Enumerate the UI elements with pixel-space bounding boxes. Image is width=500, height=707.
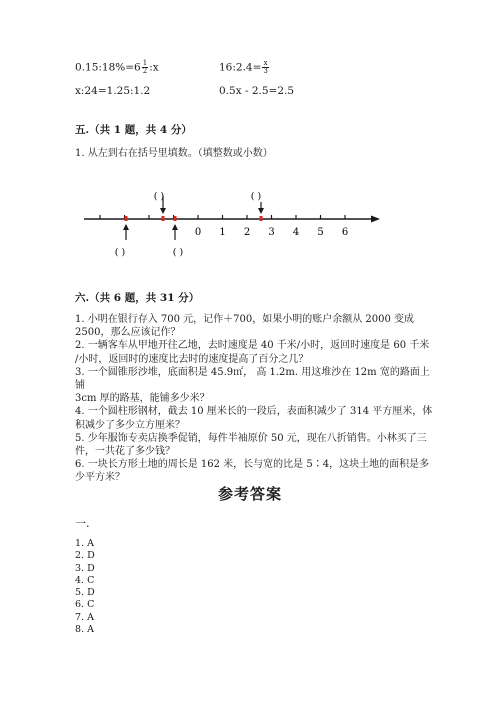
up-arrow-2-head xyxy=(172,224,178,230)
section-6-questions xyxy=(75,313,435,485)
question-line: 4. 一个圆柱形钢材，截去 10 厘米长的一段后，表面积减少了 314 平方厘米，体 xyxy=(75,406,433,418)
tick-label: 3 xyxy=(268,227,275,238)
number-line-figure xyxy=(80,180,390,260)
tick-labels xyxy=(195,227,348,238)
answer-item: 6. C xyxy=(75,599,95,611)
answer-item: 4. C xyxy=(75,574,95,586)
fraction-one-half xyxy=(142,60,148,75)
question-line: /小时，返回时的速度比去时的速度提高了百分之几？ xyxy=(75,353,309,365)
red-point-marker xyxy=(162,216,165,221)
answer-item: 3. D xyxy=(75,562,95,574)
section-5-heading: 五.（共 1 题，共 4 分） xyxy=(75,124,192,136)
question-line: 2500，那么应该记作？ xyxy=(75,327,181,339)
answer-item: 1. A xyxy=(75,538,94,549)
question-line: 3cm 厚的路基，能铺多少米？ xyxy=(75,393,210,405)
answer-item: 2. D xyxy=(75,550,95,562)
section-6-heading: 六.（共 6 题，共 31 分） xyxy=(75,292,200,304)
answer-item: 8. A xyxy=(75,624,94,636)
question-line: 件，一共花了多少钱？ xyxy=(75,446,175,458)
tick-label: 2 xyxy=(243,227,251,238)
down-arrow-2-head xyxy=(258,208,264,214)
equation-2-left: 16:2.4= xyxy=(219,61,262,74)
fraction-x-over-3 xyxy=(262,60,268,75)
tick-label: 5 xyxy=(317,227,324,238)
answers-list xyxy=(75,538,95,636)
equation-2 xyxy=(219,60,270,75)
red-point-marker xyxy=(174,216,177,221)
tick-label: 6 xyxy=(341,227,349,238)
question-line: 3. 一个圆锥形沙堆，底面积是 45.9㎡， 高 1.2m. 用这堆沙在 12m 宽的路面上铺 xyxy=(75,366,430,392)
red-point-marker xyxy=(125,216,128,221)
equation-1-left: 0.15:18%=6 xyxy=(75,61,141,74)
fraction-numerator: x xyxy=(263,59,268,67)
question-line: 积减少了多少立方厘米？ xyxy=(75,419,185,431)
bracket-below-1: ( ) xyxy=(114,247,126,258)
answer-item: 7. A xyxy=(75,611,94,623)
axis-arrow-head xyxy=(371,216,380,223)
bracket-above-1: ( ) xyxy=(153,191,165,202)
answer-item: 5. D xyxy=(75,587,95,599)
answers-section-heading: 一. xyxy=(75,517,90,530)
equation-1 xyxy=(75,60,159,75)
question-line: 5. 少年服饰专卖店换季促销，每件半袖原价 50 元，现在八折销售。小林买了三 xyxy=(75,432,427,444)
fraction-denominator: 3 xyxy=(263,67,268,75)
equation-4: 0.5x - 2.5=2.5 xyxy=(219,85,295,97)
equation-1-right: :x xyxy=(149,61,159,74)
tick-label: 4 xyxy=(292,227,300,238)
equation-3: x:24=1.25:1.2 xyxy=(75,85,151,97)
question-line: 6. 一块长方形土地的周长是 162 米，长与宽的比是 5∶4，这块土地的面积是多 xyxy=(75,459,430,471)
red-point-marker xyxy=(260,216,263,221)
question-line: 2. 一辆客车从甲地开往乙地，去时速度是 40 千米/小时，返回时速度是 60 千米 xyxy=(75,340,430,352)
tick-label: 0 xyxy=(194,227,202,238)
tick-label: 1 xyxy=(219,227,226,238)
answers-title: 参考答案 xyxy=(217,485,282,503)
up-arrow-1-head xyxy=(123,224,129,230)
question-line: 1. 小明在银行存入 700 元，记作＋700，如果小明的账户余额从 2000 变成 xyxy=(75,314,415,325)
fraction-numerator: 1 xyxy=(142,59,148,67)
bracket-above-2: ( ) xyxy=(250,191,262,202)
down-arrow-1-head xyxy=(160,208,166,214)
fraction-denominator: 2 xyxy=(142,67,148,75)
question-line: 少平方米？ xyxy=(75,472,125,484)
section-5-question-1: 1. 从左到右在括号里填数。（填整数或小数） xyxy=(75,148,273,159)
bracket-below-2: ( ) xyxy=(172,247,184,258)
